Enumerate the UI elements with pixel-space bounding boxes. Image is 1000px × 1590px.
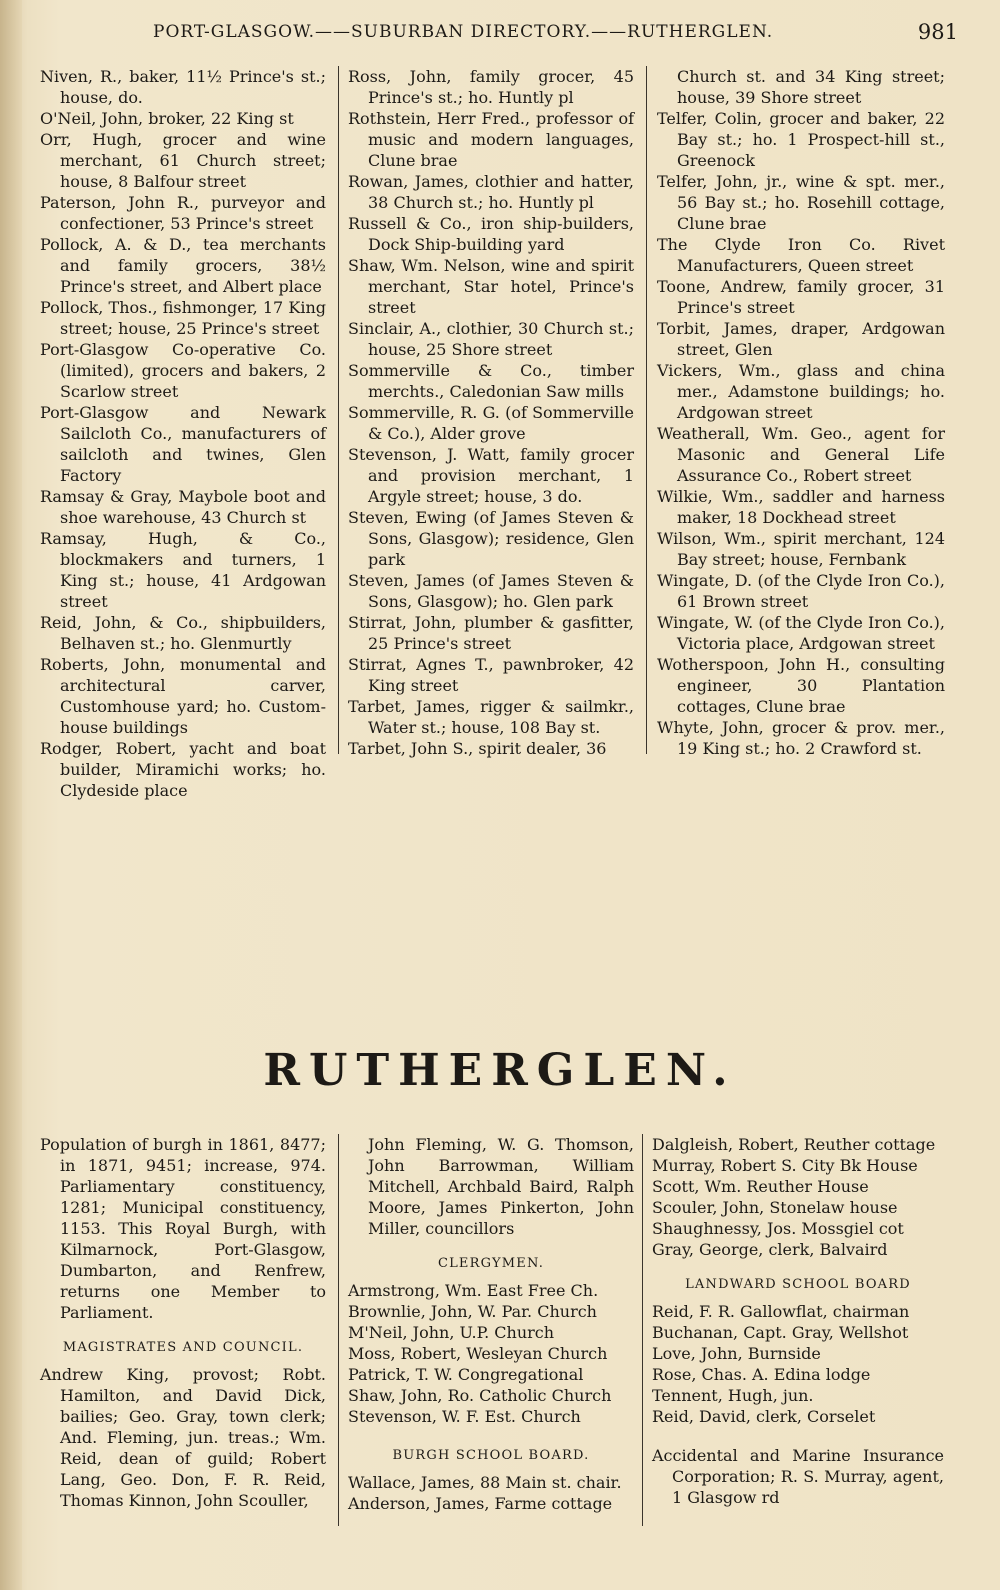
directory-entry: Vickers, Wm., glass and china mer., Adamstone buildings; ho. Ardgowan street — [657, 361, 945, 422]
directory-entry: Stevenson, J. Watt, family grocer and provision merchant, 1 Argyle street; house, 3 do. — [348, 445, 634, 506]
school-board-members-list — [652, 1134, 944, 1260]
rutherglen-column-1 — [40, 1134, 326, 1511]
directory-entry: Ramsay, Hugh, & Co., blockmakers and turners, 1 King st.; house, 41 Ardgowan street — [40, 529, 326, 611]
magistrates-paragraph: Andrew King, provost; Robt. Hamilton, and David Dick, bailies; Geo. Gray, town clerk; And. Fleming, jun. treas.; Wm. Reid, dean of guild; Robert Lang, Geo. Don, F. R. Reid, Thomas Kinnon, John Scouller, — [40, 1365, 326, 1510]
directory-entry: O'Neil, John, broker, 22 King st — [40, 109, 294, 128]
page-number: 981 — [917, 20, 958, 44]
landward-school-board-heading: LANDWARD SCHOOL BOARD — [685, 1277, 911, 1292]
column-rule-4 — [642, 1134, 643, 1526]
burgh-school-board-heading: BURGH SCHOOL BOARD. — [392, 1448, 590, 1463]
directory-entry: Torbit, James, draper, Ardgowan street, Glen — [657, 319, 945, 359]
directory-entry: Anderson, James, Farme cottage — [348, 1494, 613, 1513]
directory-entry: Stirrat, John, plumber & gasfitter, 25 Prince's street — [348, 613, 634, 653]
directory-entry: Moss, Robert, Wesleyan Church — [348, 1344, 608, 1363]
landward-school-board-list — [652, 1301, 944, 1427]
directory-entry: M'Neil, John, U.P. Church — [348, 1323, 555, 1342]
directory-entry: Armstrong, Wm. East Free Ch. — [348, 1281, 599, 1300]
directory-entry: Niven, R., baker, 11½ Prince's st.; house, do. — [40, 67, 326, 107]
directory-entry: Wilkie, Wm., saddler and harness maker, 18 Dockhead street — [657, 487, 945, 527]
directory-entry: Scott, Wm. Reuther House — [652, 1177, 869, 1196]
directory-entry: Shaw, Wm. Nelson, wine and spirit merchant, Star hotel, Prince's street — [348, 256, 634, 317]
directory-entry: Rothstein, Herr Fred., professor of music and modern languages, Clune brae — [348, 109, 634, 170]
directory-entry: Love, John, Burnside — [652, 1344, 821, 1363]
directory-entry: Stirrat, Agnes T., pawnbroker, 42 King street — [348, 655, 634, 695]
directory-entry: Rowan, James, clothier and hatter, 38 Church st.; ho. Huntly pl — [348, 172, 634, 212]
directory-entry: Shaughnessy, Jos. Mossgiel cot — [652, 1219, 904, 1238]
directory-entry: Ramsay & Gray, Maybole boot and shoe warehouse, 43 Church st — [40, 487, 326, 527]
directory-entry: Dalgleish, Robert, Reuther cottage — [652, 1135, 936, 1154]
column-rule-1 — [338, 66, 339, 754]
directory-entry: Steven, James (of James Steven & Sons, Glasgow); ho. Glen park — [348, 571, 634, 611]
directory-entry: Port-Glasgow and Newark Sailcloth Co., manufacturers of sailcloth and twines, Glen Factory — [40, 403, 326, 485]
directory-entry: Weatherall, Wm. Geo., agent for Masonic and General Life Assurance Co., Robert street — [657, 424, 945, 485]
directory-entry: Wallace, James, 88 Main st. chair. — [348, 1473, 622, 1492]
directory-entry: Wingate, D. (of the Clyde Iron Co.), 61 Brown street — [657, 571, 945, 611]
directory-entry: Scouler, John, Stonelaw house — [652, 1198, 898, 1217]
directory-entry: Murray, Robert S. City Bk House — [652, 1156, 918, 1175]
clergymen-list — [348, 1280, 634, 1427]
population-paragraph: Population of burgh in 1861, 8477; in 1871, 9451; increase, 974. Parliamentary constituency, 1281; Municipal constituency, 1153. This Royal Burgh, with Kilmarnock, Port-Glasgow, Dumbarton, and Renfrew, returns one Member to Parliament. — [40, 1135, 326, 1322]
column-rule-2 — [646, 66, 647, 754]
directory-entry: Reid, David, clerk, Corselet — [652, 1407, 876, 1426]
rutherglen-column-2 — [348, 1134, 634, 1514]
portglasgow-column-3 — [657, 66, 945, 759]
column-rule-3 — [338, 1134, 339, 1526]
directory-entry: Tennent, Hugh, jun. — [652, 1386, 814, 1405]
directory-entry: Whyte, John, grocer & prov. mer., 19 King st.; ho. 2 Crawford st. — [657, 718, 945, 758]
directory-entry: Reid, F. R. Gallowflat, chairman — [652, 1302, 910, 1321]
directory-entry: Church st. and 34 King street; house, 39 Shore street — [677, 67, 945, 107]
directory-entry: Telfer, John, jr., wine & spt. mer., 56 Bay st.; ho. Rosehill cottage, Clune brae — [657, 172, 945, 233]
directory-entry: Telfer, Colin, grocer and baker, 22 Bay st.; ho. 1 Prospect-hill st., Greenock — [657, 109, 945, 170]
rutherglen-column-3 — [652, 1134, 944, 1508]
directory-entry: Paterson, John R., purveyor and confectioner, 53 Prince's street — [40, 193, 326, 233]
directory-entry: Brownlie, John, W. Par. Church — [348, 1302, 597, 1321]
burgh-school-board-list — [348, 1472, 634, 1514]
directory-entry: Rose, Chas. A. Edina lodge — [652, 1365, 871, 1384]
page-header — [38, 20, 958, 50]
directory-entry: Wilson, Wm., spirit merchant, 124 Bay street; house, Fernbank — [657, 529, 945, 569]
councillors-paragraph: John Fleming, W. G. Thomson, John Barrowman, William Mitchell, Archbald Baird, Ralph Moore, James Pinkerton, John Miller, councillors — [368, 1135, 634, 1238]
directory-entry: Patrick, T. W. Congregational — [348, 1365, 584, 1384]
rutherglen-title: RUTHERGLEN. — [263, 1045, 737, 1096]
directory-entry: Sinclair, A., clothier, 30 Church st.; house, 25 Shore street — [348, 319, 634, 359]
directory-entry: Tarbet, John S., spirit dealer, 36 — [348, 739, 607, 758]
directory-entry: Gray, George, clerk, Balvaird — [652, 1240, 888, 1259]
running-head: PORT-GLASGOW.——SUBURBAN DIRECTORY.——RUTHERGLEN. — [153, 22, 774, 42]
portglasgow-column-1 — [40, 66, 326, 801]
directory-entry: Buchanan, Capt. Gray, Wellshot — [652, 1323, 909, 1342]
directory-entry: Roberts, John, monumental and architectural carver, Customhouse yard; ho. Custom-house buildings — [40, 655, 326, 737]
directory-entry: Port-Glasgow Co-operative Co. (limited), grocers and bakers, 2 Scarlow street — [40, 340, 326, 401]
directory-entry: Russell & Co., iron ship-builders, Dock Ship-building yard — [348, 214, 634, 254]
directory-entry: Shaw, John, Ro. Catholic Church — [348, 1386, 612, 1405]
directory-entry: Pollock, A. & D., tea merchants and family grocers, 38½ Prince's street, and Albert place — [40, 235, 326, 296]
magistrates-heading: MAGISTRATES AND COUNCIL. — [62, 1340, 304, 1355]
directory-entry: Wotherspoon, John H., consulting engineer, 30 Plantation cottages, Clune brae — [657, 655, 945, 716]
clergymen-heading: CLERGYMEN. — [437, 1256, 545, 1271]
directory-entry: Reid, John, & Co., shipbuilders, Belhaven st.; ho. Glenmurtly — [40, 613, 326, 653]
page-binding-shadow — [0, 0, 22, 1590]
directory-entry: Rodger, Robert, yacht and boat builder, Miramichi works; ho. Clydeside place — [40, 739, 326, 800]
directory-entry: Ross, John, family grocer, 45 Prince's st.; ho. Huntly pl — [348, 67, 634, 107]
directory-entry: Sommerville, R. G. (of Sommerville & Co.), Alder grove — [348, 403, 634, 443]
portglasgow-column-2 — [348, 66, 634, 759]
directory-entry: The Clyde Iron Co. Rivet Manufacturers, Queen street — [657, 235, 945, 275]
insurance-entry: Accidental and Marine Insurance Corporation; R. S. Murray, agent, 1 Glasgow rd — [652, 1446, 944, 1507]
directory-entry: Toone, Andrew, family grocer, 31 Prince's street — [657, 277, 945, 317]
directory-entry: Pollock, Thos., fishmonger, 17 King street; house, 25 Prince's street — [40, 298, 326, 338]
directory-entry: Tarbet, James, rigger & sailmkr., Water st.; house, 108 Bay st. — [348, 697, 634, 737]
directory-entry: Stevenson, W. F. Est. Church — [348, 1407, 581, 1426]
directory-entry: Orr, Hugh, grocer and wine merchant, 61 Church street; house, 8 Balfour street — [40, 130, 326, 191]
directory-entry: Steven, Ewing (of James Steven & Sons, Glasgow); residence, Glen park — [348, 508, 634, 569]
directory-entry: Sommerville & Co., timber merchts., Caledonian Saw mills — [348, 361, 634, 401]
directory-entry: Wingate, W. (of the Clyde Iron Co.), Victoria place, Ardgowan street — [657, 613, 945, 653]
